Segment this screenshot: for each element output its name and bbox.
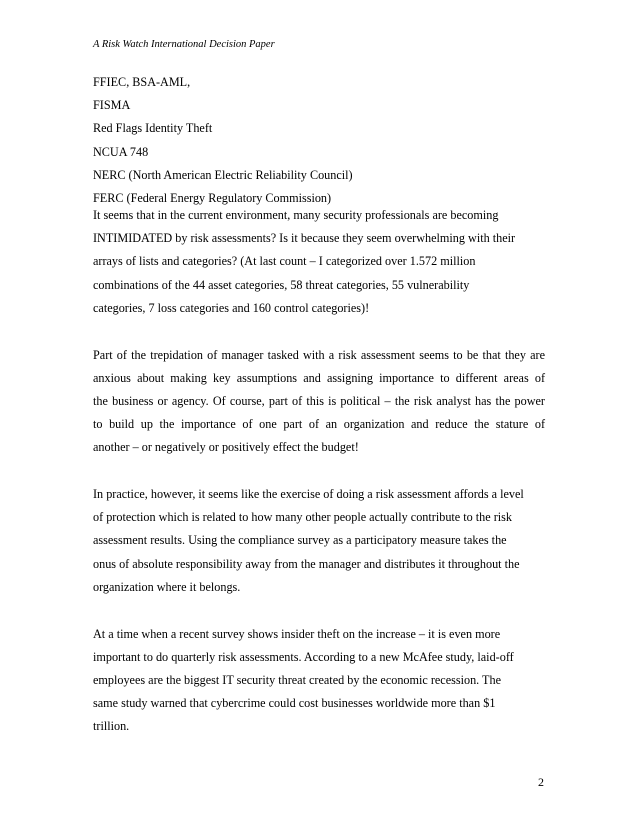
paragraph-line: important to do quarterly risk assessments. According to a new McAfee study, laid-off bbox=[93, 649, 514, 664]
paragraph-line: employees are the biggest IT security threat created by the economic recession. The bbox=[93, 672, 502, 687]
regulation-item: NCUA 748 bbox=[93, 144, 149, 159]
paragraph-line: arrays of lists and categories? (At last count – I categorized over 1.572 million bbox=[93, 254, 476, 269]
paragraph-line: of protection which is related to how many other people actually contribute to the risk bbox=[93, 510, 512, 525]
paragraph-line: to build up the importance of one part of an organization and reduce the stature of bbox=[93, 417, 545, 432]
regulation-list bbox=[93, 71, 545, 210]
paragraph-line: the business or agency. Of course, part of this is political – the risk analyst has the power bbox=[93, 393, 545, 408]
body-paragraphs bbox=[93, 204, 545, 762]
running-header: A Risk Watch International Decision Paper bbox=[93, 39, 275, 50]
paragraph-line: In practice, however, it seems like the exercise of doing a risk assessment affords a level bbox=[93, 487, 524, 502]
paragraph-line: Part of the trepidation of manager tasked with a risk assessment seems to be that they are bbox=[93, 347, 545, 362]
paragraph-line: At a time when a recent survey shows insider theft on the increase – it is even more bbox=[93, 626, 501, 641]
paragraph-line: onus of absolute responsibility away from the manager and distributes it throughout the bbox=[93, 556, 520, 571]
paragraph-line: trillion. bbox=[93, 719, 130, 734]
regulation-item: Red Flags Identity Theft bbox=[93, 121, 213, 136]
paragraph-line: another – or negatively or positively effect the budget! bbox=[93, 440, 359, 455]
regulation-item: NERC (North American Electric Reliability Council) bbox=[93, 167, 353, 182]
page-number: 2 bbox=[538, 775, 544, 789]
regulation-item: FISMA bbox=[93, 98, 131, 113]
paragraph-line: anxious about making key assumptions and assigning importance to different areas of bbox=[93, 370, 545, 385]
paragraph-line: same study warned that cybercrime could cost businesses worldwide more than $1 bbox=[93, 696, 496, 711]
paragraph-line: organization where it belongs. bbox=[93, 579, 241, 594]
regulation-item: FERC (Federal Energy Regulatory Commission) bbox=[93, 191, 332, 206]
paragraph-practice bbox=[93, 483, 545, 599]
paragraph-line: INTIMIDATED by risk assessments? Is it because they seem overwhelming with their bbox=[93, 231, 516, 246]
paragraph-line: combinations of the 44 asset categories, 58 threat categories, 55 vulnerability bbox=[93, 277, 470, 292]
paragraph-insider-theft bbox=[93, 623, 545, 739]
paragraph-line: It seems that in the current environment, many security professionals are becoming bbox=[93, 208, 499, 222]
regulation-item: FFIEC, BSA-AML, bbox=[93, 75, 191, 89]
paragraph-line: assessment results. Using the compliance survey as a participatory measure takes the bbox=[93, 533, 507, 548]
paragraph-trepidation bbox=[93, 344, 545, 460]
paragraph-intimidated bbox=[93, 204, 545, 320]
paragraph-line: categories, 7 loss categories and 160 control categories)! bbox=[93, 300, 370, 315]
